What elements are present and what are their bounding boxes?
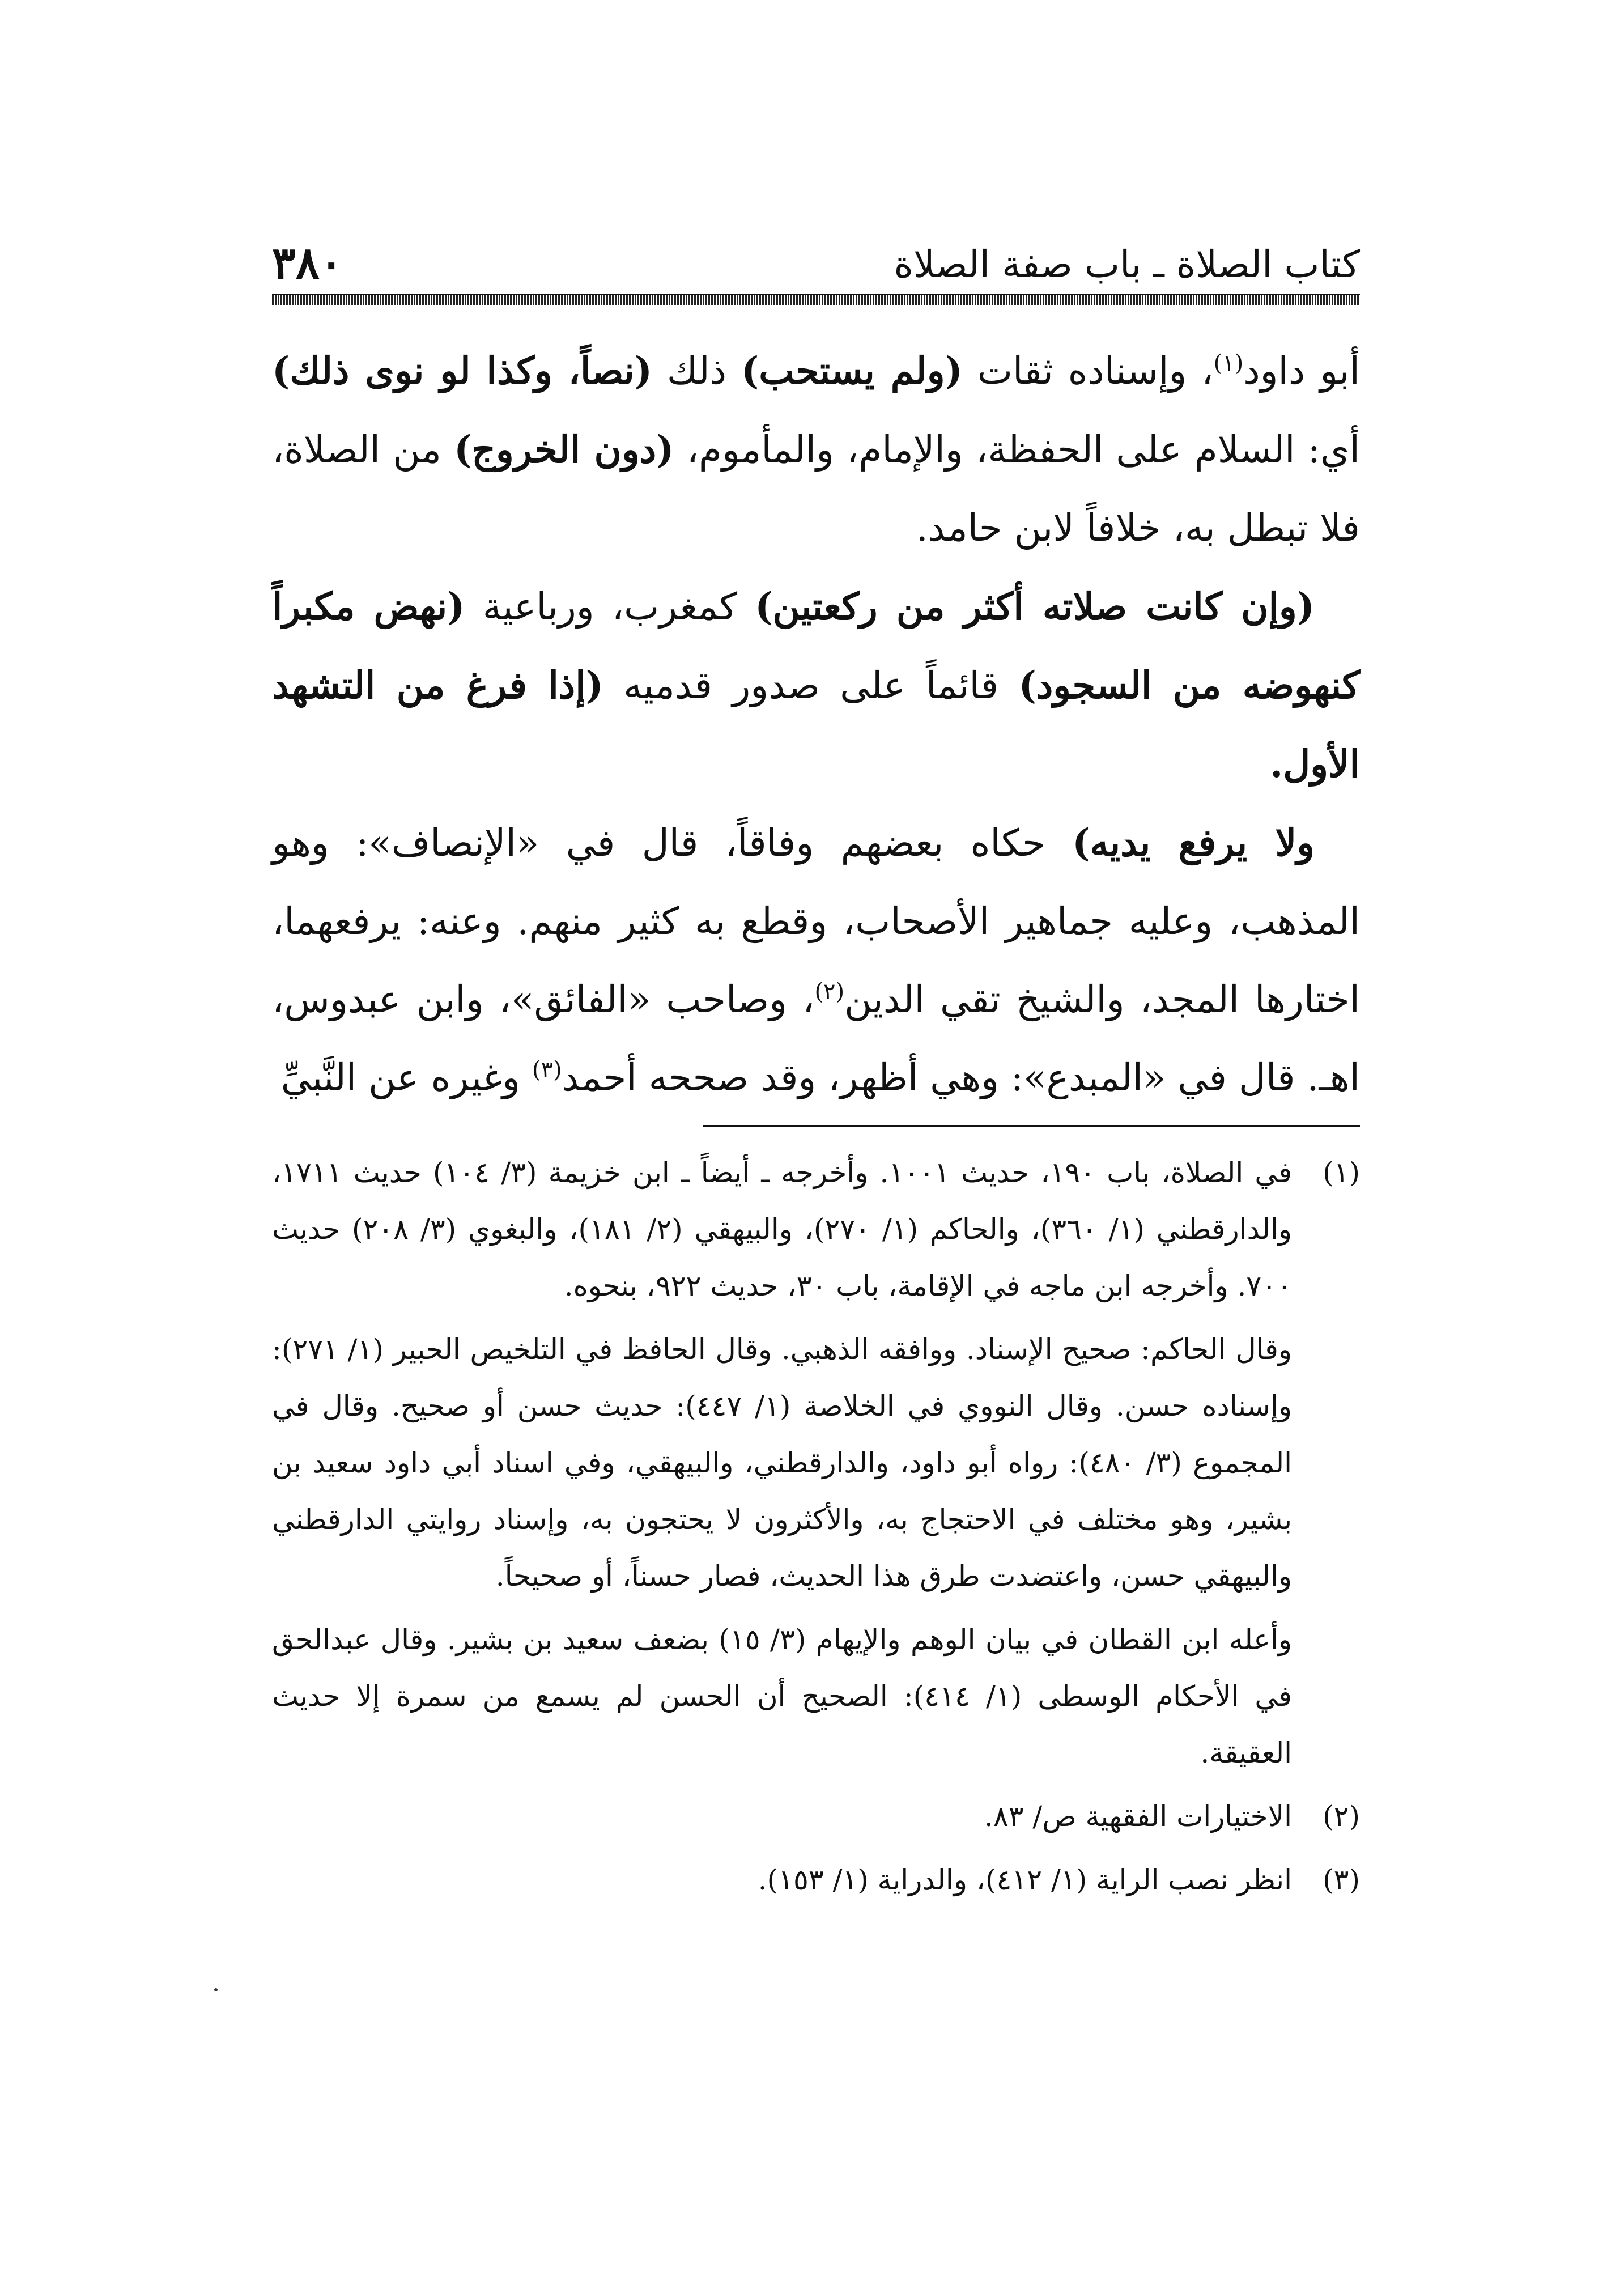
footnote-body — [272, 1788, 1292, 1852]
book-page — [272, 227, 1360, 2176]
footnote-ref-1[interactable]: (١) — [1213, 350, 1244, 376]
footnote-paragraph: الاختيارات الفقهية ص/ ٨٣. — [984, 1800, 1292, 1833]
text-run: أي: السلام على الحفظة، والإمام، والمأموم، — [674, 428, 1360, 472]
footnote-ref-3[interactable]: (٣) — [532, 1057, 562, 1083]
footnote-body — [272, 1852, 1292, 1915]
header-divider — [272, 294, 1360, 305]
matn-text: (دون الخروج) — [454, 427, 674, 472]
text-run: قائماً على صدور قدميه — [603, 664, 1019, 707]
footnotes — [272, 1144, 1360, 1915]
text-run: وغيره عن النَّبيِّ — [280, 1056, 532, 1099]
footnote-1 — [272, 1144, 1360, 1788]
footnote-2 — [272, 1788, 1360, 1852]
text-run: أبو داود — [1243, 349, 1361, 393]
footnote-divider — [703, 1125, 1360, 1127]
footnote-body — [272, 1144, 1292, 1788]
footnote-number: (١) — [1323, 1156, 1360, 1189]
matn-text: ولا يرفع يديه) — [1072, 821, 1315, 865]
footnote-paragraph: في الصلاة، باب ١٩٠، حديث ١٠٠١. وأخرجه ـ أيضاً ـ ابن خزيمة (٣/ ١٠٤) حديث ١٧١١، والدارقطني (١/ ٣٦٠)، والحاكم (١/ ٢٧٠)، والبيهقي (٢/ ١٨١)، والبغوي (٣/ ٢٠٨) حديث ٧٠٠. وأخرجه ابن ماجه في الإقامة، باب ٣٠، حديث ٩٢٢، بنحوه. — [272, 1156, 1293, 1302]
paragraph-2 — [272, 567, 1360, 804]
footnote-number: (٢) — [1323, 1800, 1360, 1833]
matn-text: (إذا فرغ من التشهد الأول. — [272, 663, 1360, 786]
text-run: من الصلاة، فلا تبطل به، خلافاً لابن حامد. — [272, 428, 1360, 550]
footnote-paragraph: انظر نصب الراية (١/ ٤١٢)، والدراية (١/ ١٥٣). — [758, 1863, 1292, 1896]
footnote-ref-2[interactable]: (٢) — [814, 979, 845, 1005]
matn-text: (نهض مكبراً كنهوضه من السجود) — [272, 584, 1360, 707]
matn-text: (وإن كانت صلاته أكثر من ركعتين) — [755, 584, 1315, 629]
page-number: ٣٨٠ — [272, 237, 343, 289]
footnote-paragraph: وأعله ابن القطان في بيان الوهم والإيهام (٣/ ١٥) بضعف سعيد بن بشير. وقال عبدالحق في الأحكام الوسطى (١/ ٤١٤): الصحيح أن الحسن لم يسمع من سمرة إلا حديث العقيقة. — [272, 1623, 1292, 1769]
matn-text: (نصاً، وكذا لو نوى ذلك) — [272, 349, 652, 393]
text-run: ذلك — [652, 349, 742, 393]
running-header — [272, 227, 1360, 289]
scan-speck — [214, 1988, 218, 1991]
chapter-title: كتاب الصلاة ـ باب صفة الصلاة — [894, 243, 1360, 286]
text-run: حكاه بعضهم وفاقاً، قال في «الإنصاف»: وهو المذهب، وعليه جماهير الأصحاب، وقطع به كثير منهم. وعنه: يرفعهما، اختارها المجد، والشيخ تقي الدين — [272, 821, 1361, 1021]
footnote-paragraph: وقال الحاكم: صحيح الإسناد. ووافقه الذهبي. وقال الحافظ في التلخيص الحبير (١/ ٢٧١): وإسناده حسن. وقال النووي في الخلاصة (١/ ٤٤٧): حديث حسن أو صحيح. وقال في المجموع (٣/ ٤٨٠): رواه أبو داود، والدارقطني، والبيهقي، وفي اسناد أبي داود سعيد بن بشير، وهو مختلف في الاحتجاج به، والأكثرون لا يحتجون به، وإسناد روايتي الدارقطني والبيهقي حسن، واعتضدت طرق هذا الحديث، فصار حسناً، أو صحيحاً. — [272, 1333, 1292, 1593]
text-run: كمغرب، ورباعية — [465, 585, 755, 629]
paragraph-1 — [272, 332, 1360, 567]
text-run: ، وصاحب «الفائق»، وابن عبدوس، اهـ. قال في «المبدع»: وهي أظهر، وقد صححه أحمد — [272, 978, 1360, 1099]
footnote-3 — [272, 1852, 1360, 1915]
footnote-number: (٣) — [1323, 1863, 1360, 1896]
main-text — [272, 332, 1360, 1117]
matn-text: (ولم يستحب) — [741, 349, 963, 393]
paragraph-3 — [272, 804, 1360, 1117]
text-run: ، وإسناده ثقات — [962, 349, 1214, 393]
